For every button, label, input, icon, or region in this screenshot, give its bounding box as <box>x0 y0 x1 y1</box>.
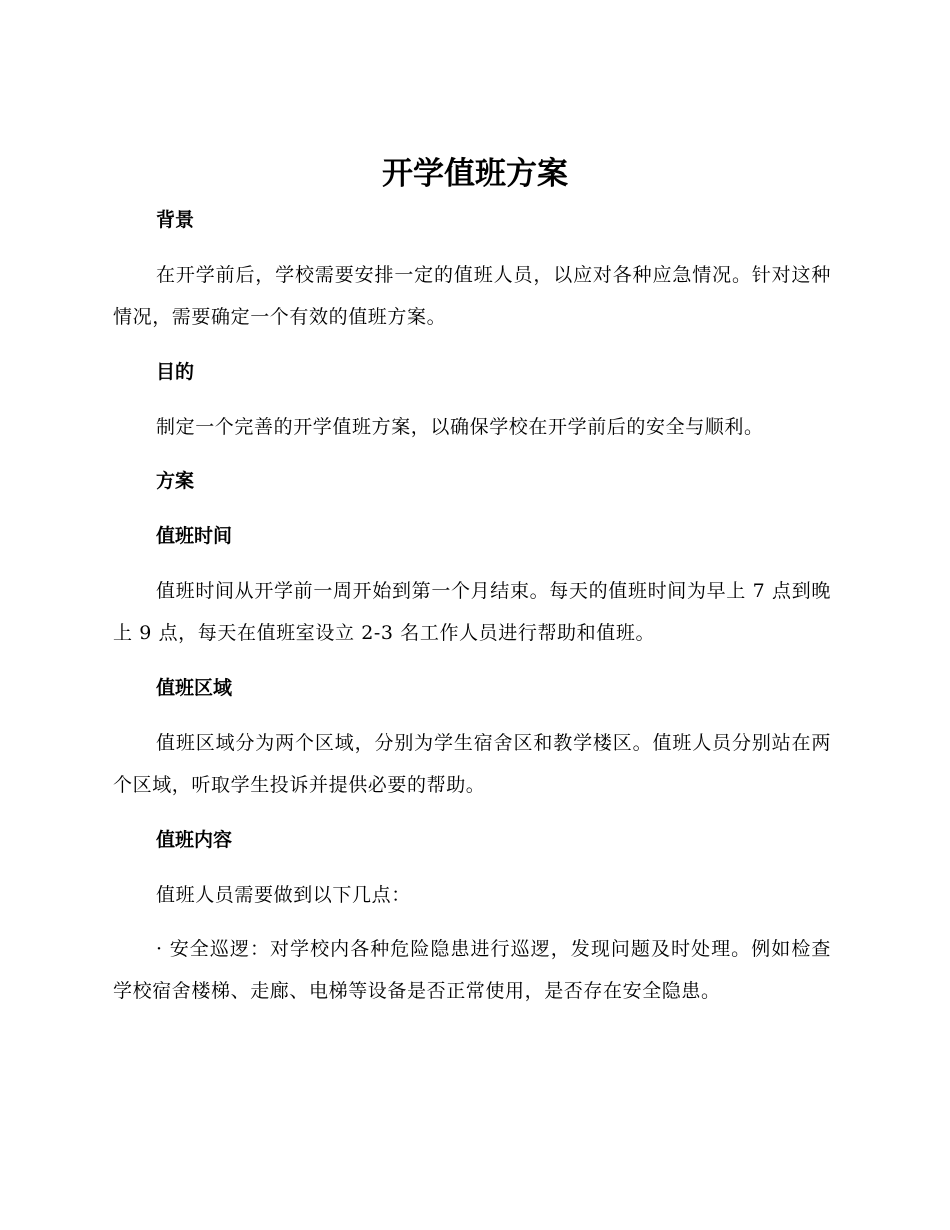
paragraph-duty-area: 值班区域分为两个区域，分别为学生宿舍区和教学楼区。值班人员分别站在两个区域，听取学生投诉并提供必要的帮助。 <box>113 732 831 796</box>
paragraph-duty-content-intro: 值班人员需要做到以下几点： <box>156 884 411 906</box>
paragraph-background: 在开学前后，学校需要安排一定的值班人员，以应对各种应急情况。针对这种情况，需要确定一个有效的值班方案。 <box>113 264 831 328</box>
heading-duty-area: 值班区域 <box>156 677 233 699</box>
heading-duty-time: 值班时间 <box>156 525 233 547</box>
paragraph-duty-time: 值班时间从开学前一周开始到第一个月结束。每天的值班时间为早上 7 点到晚上 9 点，每天在值班室设立 2-3 名工作人员进行帮助和值班。 <box>113 580 831 644</box>
list-item-safety-patrol: · 安全巡逻：对学校内各种危险隐患进行巡逻，发现问题及时处理。例如检查学校宿舍楼梯、走廊、电梯等设备是否正常使用，是否存在安全隐患。 <box>113 938 831 1002</box>
paragraph-purpose: 制定一个完善的开学值班方案，以确保学校在开学前后的安全与顺利。 <box>156 416 764 438</box>
heading-purpose: 目的 <box>156 361 195 383</box>
heading-background: 背景 <box>156 209 195 231</box>
heading-duty-content: 值班内容 <box>156 829 233 851</box>
document-title: 开学值班方案 <box>382 156 568 192</box>
heading-plan: 方案 <box>156 470 195 492</box>
